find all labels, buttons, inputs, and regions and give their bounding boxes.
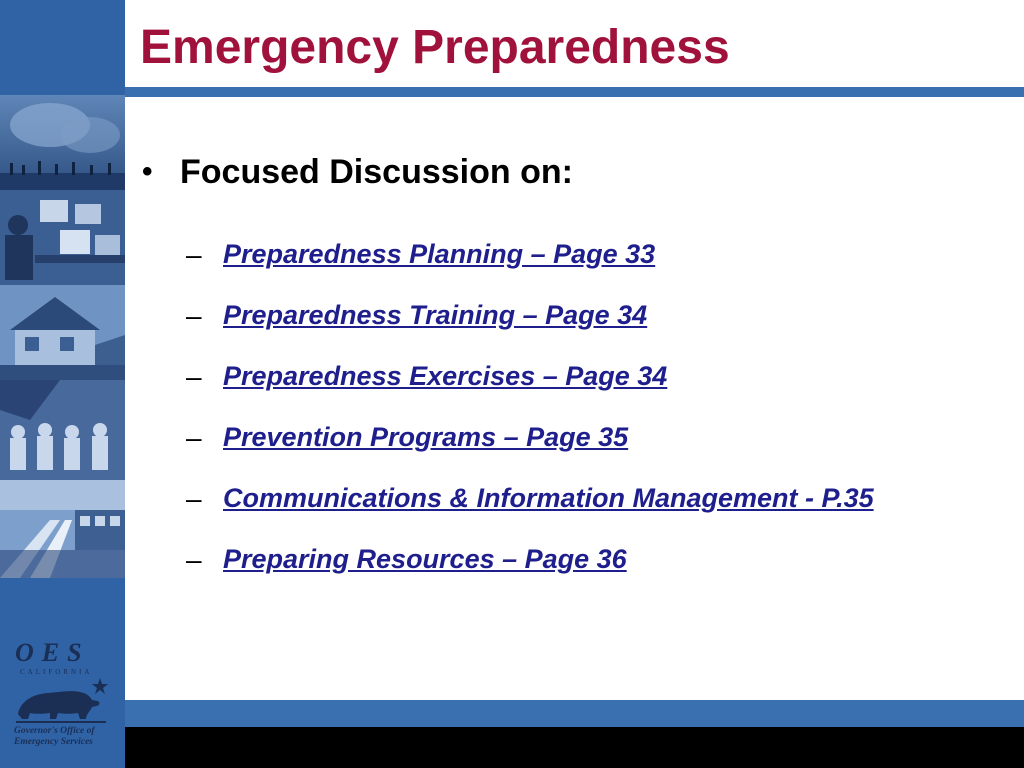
dash-icon: – xyxy=(186,421,202,453)
logo-letters: OES xyxy=(15,638,90,667)
list-item xyxy=(186,407,1010,468)
link-preparing-resources[interactable]: Preparing Resources – Page 36 xyxy=(223,544,627,574)
sub-bullet-list xyxy=(140,224,1010,590)
list-item xyxy=(186,285,1010,346)
logo-state: CALIFORNIA xyxy=(20,668,93,676)
bullet-icon: • xyxy=(142,155,153,188)
dash-icon: – xyxy=(186,238,202,270)
photo-strip xyxy=(0,95,125,578)
link-preparedness-exercises[interactable]: Preparedness Exercises – Page 34 xyxy=(223,361,668,391)
oes-logo xyxy=(0,630,125,768)
footer-bar xyxy=(125,727,1024,768)
dash-icon: – xyxy=(186,360,202,392)
star-icon xyxy=(92,678,108,694)
main-bullet-text: Focused Discussion on: xyxy=(180,152,573,191)
smoke-photo xyxy=(0,95,125,190)
main-bullet xyxy=(140,148,1010,196)
link-preparedness-training[interactable]: Preparedness Training – Page 34 xyxy=(223,300,648,330)
damaged-house-photo xyxy=(0,285,125,380)
logo-caption xyxy=(14,726,95,748)
link-communications-information-management[interactable]: Communications & Information Management - P.35 xyxy=(223,483,874,513)
slide-content xyxy=(140,148,1010,590)
rail-transit-photo xyxy=(0,480,125,578)
title-underline-band xyxy=(125,87,1024,97)
logo-caption-line2: Emergency Services xyxy=(14,737,93,747)
hazmat-team-photo xyxy=(0,380,125,480)
footer-band xyxy=(125,700,1024,727)
link-prevention-programs[interactable]: Prevention Programs – Page 35 xyxy=(223,422,629,452)
operations-center-photo xyxy=(0,190,125,285)
list-item xyxy=(186,468,1010,529)
dash-icon: – xyxy=(186,482,202,514)
list-item xyxy=(186,346,1010,407)
link-preparedness-planning[interactable]: Preparedness Planning – Page 33 xyxy=(223,239,656,269)
list-item xyxy=(186,529,1010,590)
logo-caption-line1: Governor's Office of xyxy=(14,726,95,736)
list-item xyxy=(186,224,1010,285)
dash-icon: – xyxy=(186,299,202,331)
bear-icon xyxy=(14,676,110,726)
dash-icon: – xyxy=(186,543,202,575)
slide-title: Emergency Preparedness xyxy=(140,21,730,74)
